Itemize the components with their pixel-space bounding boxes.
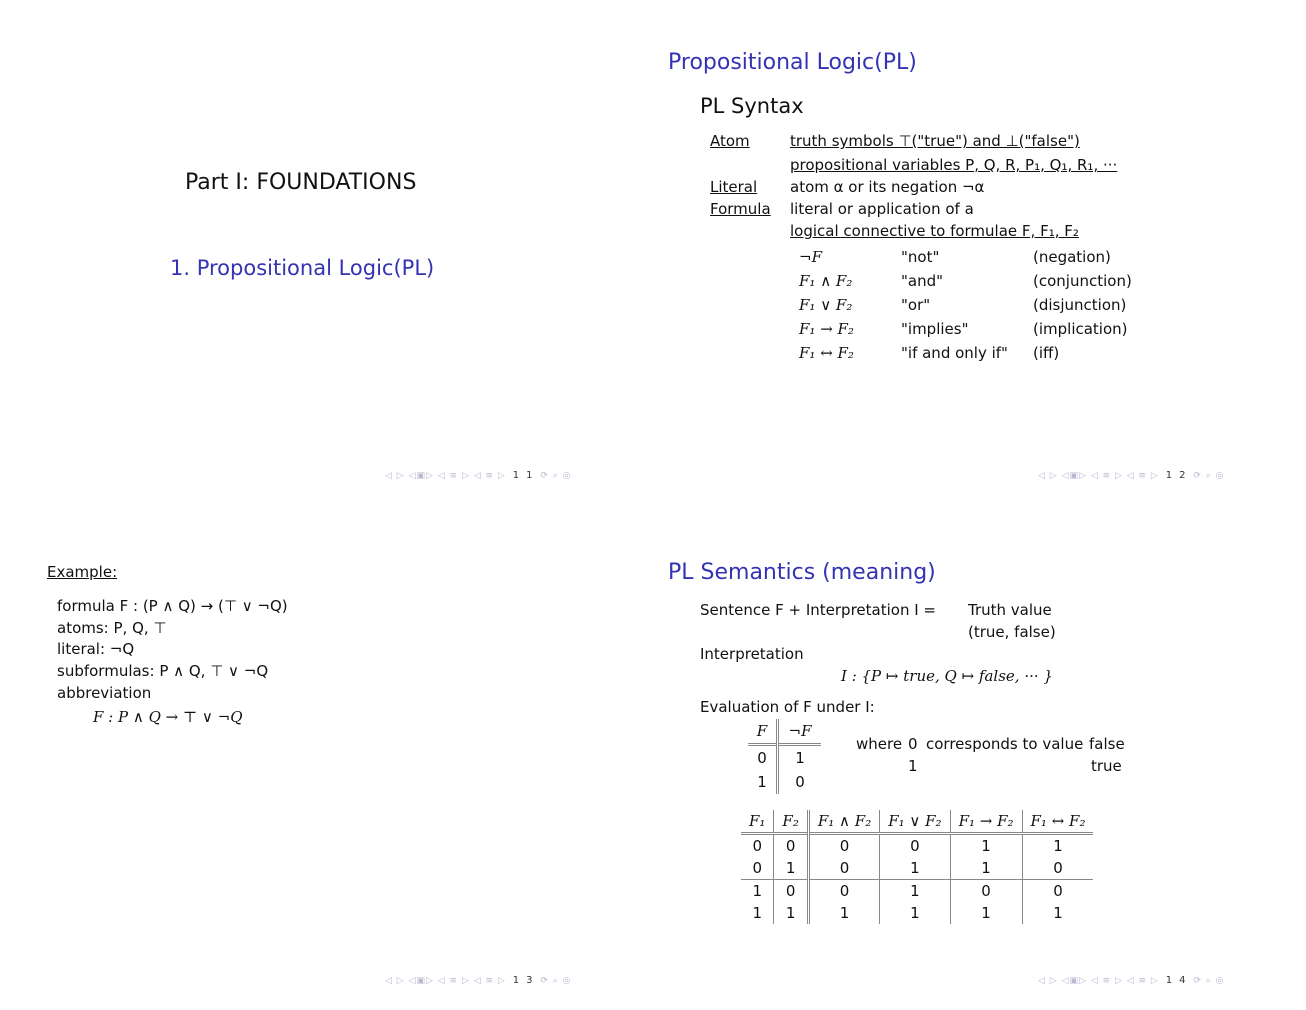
tt-header: F₁ ∧ F₂ (808, 810, 879, 834)
truth-table (741, 810, 1093, 924)
connective-row (798, 293, 1133, 317)
frame-title: Propositional Logic(PL) (668, 50, 917, 75)
connective-expr: F₁ ∧ F₂ (799, 272, 853, 290)
tt-header: F₁ ↔ F₂ (1030, 812, 1086, 830)
table-cell: 0 (880, 834, 950, 858)
corresponds-text: corresponds to value (926, 735, 1084, 753)
table-cell: 0 (808, 857, 879, 880)
tt-header: F₂ (774, 810, 808, 834)
table-row (748, 745, 821, 771)
table-cell: 0 (950, 880, 1022, 903)
connective-name: (iff) (1033, 344, 1060, 362)
connective-expr: F₁ → F₂ (799, 320, 854, 338)
page-number: 1 (1165, 470, 1174, 481)
connective-name: (negation) (1033, 248, 1111, 266)
connective-expr: F₁ ↔ F₂ (799, 344, 854, 362)
connective-name: (disjunction) (1033, 296, 1127, 314)
table-cell: 1 (774, 857, 808, 880)
table-cell: 0 (795, 773, 805, 791)
frame-title: PL Semantics (meaning) (668, 560, 936, 585)
atom-line-2: propositional variables P, Q, R, P₁, Q₁, R₁, ··· (790, 156, 1118, 174)
connective-name: (conjunction) (1033, 272, 1132, 290)
slide-navigation[interactable] (1038, 975, 1225, 986)
truth-value-options: (true, false) (968, 623, 1056, 641)
table-cell: 1 (748, 770, 778, 794)
tt-header: F₁ (741, 810, 774, 834)
table-cell: 1 (950, 857, 1022, 880)
slide-navigation[interactable] (385, 975, 572, 986)
truth-value: Truth value (968, 601, 1052, 619)
nav-tail-icons[interactable]: ⟳ ⌕ ◎ (540, 471, 572, 481)
table-cell: 1 (774, 902, 808, 924)
table-cell: 1 (1053, 904, 1063, 922)
page-suffix: 4 (1179, 975, 1187, 986)
table-cell: 1 (808, 902, 879, 924)
interpretation-formula: I : {P ↦ true, Q ↦ false, ··· } (841, 667, 1053, 685)
formula-line-2: logical connective to formulae F, F₁, F₂ (790, 222, 1079, 240)
table-cell: 0 (774, 880, 808, 903)
nav-icons[interactable]: ◁ ▷ ◁▣▷ ◁ ≡ ▷ ◁ ≡ ▷ (1038, 471, 1159, 481)
example-atoms: atoms: P, Q, ⊤ (57, 619, 167, 637)
nav-icons[interactable]: ◁ ▷ ◁▣▷ ◁ ≡ ▷ ◁ ≡ ▷ (385, 471, 506, 481)
page-suffix: 2 (1179, 470, 1187, 481)
table-row (741, 902, 1093, 924)
table-cell: 0 (741, 834, 774, 858)
page-suffix: 3 (526, 975, 534, 986)
slide-pl-semantics (653, 505, 1306, 1010)
example-abbreviation: abbreviation (57, 684, 152, 702)
interpretation-label: Interpretation (700, 645, 804, 663)
connective-reading: "implies" (901, 320, 969, 338)
connective-row (798, 317, 1133, 341)
part-title: Part I: FOUNDATIONS (185, 170, 417, 195)
connective-expr: F₁ ∨ F₂ (799, 296, 853, 314)
table-cell: 0 (1053, 882, 1063, 900)
table-row (748, 770, 821, 794)
table-cell: 0 (1053, 859, 1063, 877)
connective-row (798, 245, 1133, 269)
table-cell: 1 (950, 834, 1022, 858)
section-title: 1. Propositional Logic(PL) (170, 256, 435, 280)
table-cell: 0 (808, 880, 879, 903)
table-cell: 0 (774, 834, 808, 858)
negation-table (748, 719, 821, 794)
neg-header-notf: ¬F (788, 722, 812, 740)
table-cell: 0 (741, 857, 774, 880)
table-cell: 1 (1053, 837, 1063, 855)
table-cell: 1 (880, 880, 950, 903)
example-heading: Example: (47, 563, 118, 581)
table-row (741, 857, 1093, 880)
table-cell: 1 (741, 880, 774, 903)
formula-label: Formula (710, 200, 771, 218)
nav-tail-icons[interactable]: ⟳ ⌕ ◎ (1193, 976, 1225, 986)
literal-text: atom α or its negation ¬α (790, 178, 985, 196)
connective-reading: "if and only if" (901, 344, 1008, 362)
table-cell: 1 (741, 902, 774, 924)
page-suffix: 1 (526, 470, 534, 481)
one-value: 1 (908, 757, 918, 775)
true-text: true (1091, 757, 1122, 775)
formula-line-1: literal or application of a (790, 200, 974, 218)
atom-line-1: truth symbols ⊤("true") and ⊥("false") (790, 132, 1080, 150)
table-cell: 1 (880, 857, 950, 880)
tt-header: F₁ ∨ F₂ (880, 810, 950, 834)
literal-label: Literal (710, 178, 758, 196)
subtitle: PL Syntax (700, 94, 804, 118)
slide-navigation[interactable] (385, 470, 572, 481)
connective-row (798, 269, 1133, 293)
table-cell: 1 (950, 902, 1022, 924)
example-subformulas: subformulas: P ∧ Q, ⊤ ∨ ¬Q (57, 662, 269, 680)
sentence-equation: Sentence F + Interpretation I = (700, 601, 936, 619)
table-row (741, 880, 1093, 903)
slide-part-title (0, 0, 653, 505)
connective-reading: "not" (901, 248, 940, 266)
table-cell: 0 (808, 834, 879, 858)
atom-label: Atom (710, 132, 750, 150)
connective-reading: "and" (901, 272, 944, 290)
evaluation-label: Evaluation of F under I: (700, 698, 875, 716)
connective-expr: ¬F (799, 248, 822, 266)
example-literal: literal: ¬Q (57, 640, 135, 658)
neg-header-f: F (748, 719, 778, 745)
table-cell: 1 (880, 902, 950, 924)
page-number: 1 (1165, 975, 1174, 986)
table-cell: 1 (795, 749, 805, 767)
slide-example (0, 505, 653, 1010)
tt-header: F₁ → F₂ (950, 810, 1022, 834)
zero-value: 0 (908, 735, 918, 753)
example-formula: formula F : (P ∧ Q) → (⊤ ∨ ¬Q) (57, 597, 288, 615)
false-text: false (1089, 735, 1125, 753)
nav-tail-icons[interactable]: ⟳ ⌕ ◎ (540, 976, 572, 986)
nav-tail-icons[interactable]: ⟳ ⌕ ◎ (1193, 471, 1225, 481)
slide-pl-syntax (653, 0, 1306, 505)
page-number: 1 (512, 470, 521, 481)
connective-name: (implication) (1033, 320, 1128, 338)
connective-reading: "or" (901, 296, 931, 314)
page-number: 1 (512, 975, 521, 986)
example-abbreviated-formula: F : P ∧ Q → ⊤ ∨ ¬Q (93, 708, 243, 726)
where-text: where (856, 735, 903, 753)
nav-icons[interactable]: ◁ ▷ ◁▣▷ ◁ ≡ ▷ ◁ ≡ ▷ (385, 976, 506, 986)
table-cell: 0 (748, 745, 778, 771)
slide-navigation[interactable] (1038, 470, 1225, 481)
connectives-table (798, 245, 1133, 365)
table-row (741, 834, 1093, 858)
nav-icons[interactable]: ◁ ▷ ◁▣▷ ◁ ≡ ▷ ◁ ≡ ▷ (1038, 976, 1159, 986)
connective-row (798, 341, 1133, 365)
